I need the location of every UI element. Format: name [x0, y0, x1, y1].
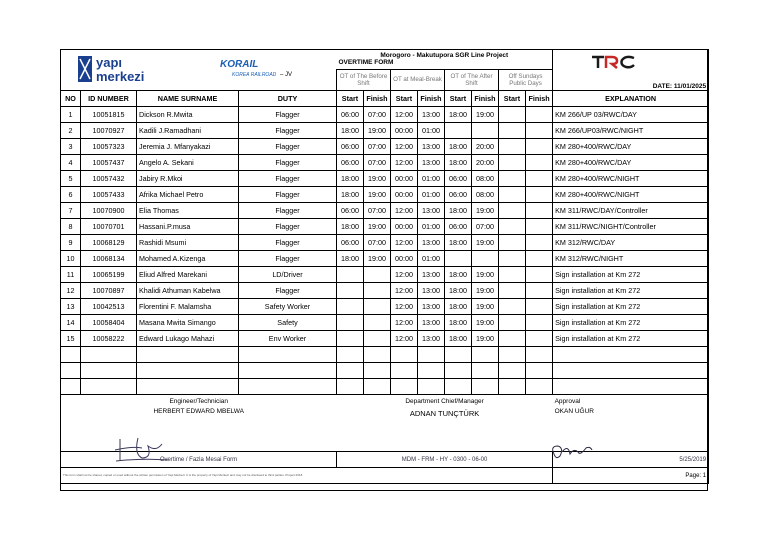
row-explanation: KM 280+400/RWC/DAY	[553, 155, 709, 171]
table-row	[61, 251, 709, 267]
row-meal-finish: 13:00	[418, 331, 445, 347]
row-before-finish: 19:00	[364, 251, 391, 267]
row-no: 1	[61, 107, 81, 123]
row-no: 7	[61, 203, 81, 219]
row-explanation: KM 266/UP03/RWC/NIGHT	[553, 123, 709, 139]
row-explanation: KM 266/UP 03/RWC/DAY	[553, 107, 709, 123]
row-duty: Flagger	[239, 219, 337, 235]
row-meal-finish: 01:00	[418, 123, 445, 139]
row-name: Eliud Alfred Marekani	[137, 267, 239, 283]
row-after-start: 18:00	[445, 299, 472, 315]
row-meal-start: 12:00	[391, 139, 418, 155]
row-meal-finish: 13:00	[418, 107, 445, 123]
row-after-finish: 20:00	[472, 139, 499, 155]
row-explanation: KM 311/RWC/NIGHT/Controller	[553, 219, 709, 235]
row-meal-start: 12:00	[391, 107, 418, 123]
row-before-start: 06:00	[337, 139, 364, 155]
row-id: 10057432	[81, 171, 137, 187]
chief-sign-cell	[337, 395, 553, 452]
col-start: Start	[337, 91, 364, 107]
row-before-start: 18:00	[337, 251, 364, 267]
row-no: 12	[61, 283, 81, 299]
row-sunday-start	[499, 155, 526, 171]
row-id: 10057437	[81, 155, 137, 171]
col-finish: Finish	[526, 91, 553, 107]
row-meal-start: 12:00	[391, 315, 418, 331]
row-sunday-finish	[526, 219, 553, 235]
col-duty: DUTY	[239, 91, 337, 107]
row-duty: Flagger	[239, 283, 337, 299]
row-meal-start: 00:00	[391, 219, 418, 235]
row-meal-finish: 01:00	[418, 219, 445, 235]
col-start: Start	[391, 91, 418, 107]
row-id: 10057323	[81, 139, 137, 155]
row-no: 2	[61, 123, 81, 139]
approval-title: Approval	[554, 398, 581, 405]
row-before-finish: 07:00	[364, 139, 391, 155]
row-duty: Flagger	[239, 123, 337, 139]
engineer-name: HERBERT EDWARD MBELWA	[153, 408, 245, 415]
table-row	[61, 203, 709, 219]
row-before-start	[337, 331, 364, 347]
row-after-start: 18:00	[445, 283, 472, 299]
row-sunday-start	[499, 187, 526, 203]
row-after-start: 18:00	[445, 315, 472, 331]
row-name: Mohamed A.Kizenga	[137, 251, 239, 267]
row-after-start: 18:00	[445, 235, 472, 251]
col-start: Start	[499, 91, 526, 107]
footer-date: 5/25/2019	[553, 452, 709, 468]
row-sunday-start	[499, 139, 526, 155]
row-id: 10058222	[81, 331, 137, 347]
table-row	[61, 171, 709, 187]
row-after-start: 18:00	[445, 139, 472, 155]
col-id: ID NUMBER	[81, 91, 137, 107]
row-id: 10070900	[81, 203, 137, 219]
row-duty: Flagger	[239, 139, 337, 155]
row-after-finish: 19:00	[472, 267, 499, 283]
row-duty: Safety Worker	[239, 299, 337, 315]
date-label: DATE:	[652, 83, 673, 90]
row-sunday-start	[499, 283, 526, 299]
row-meal-start: 12:00	[391, 203, 418, 219]
row-explanation: KM 312/RWC/DAY	[553, 235, 709, 251]
row-sunday-start	[499, 235, 526, 251]
row-meal-finish: 13:00	[418, 155, 445, 171]
table-row	[61, 123, 709, 139]
row-explanation: KM 280+400/RWC/DAY	[553, 139, 709, 155]
row-after-start: 06:00	[445, 219, 472, 235]
row-after-finish: 19:00	[472, 107, 499, 123]
overtime-table	[60, 49, 709, 484]
row-before-finish	[364, 331, 391, 347]
row-id: 10057433	[81, 187, 137, 203]
row-sunday-start	[499, 315, 526, 331]
row-before-start	[337, 315, 364, 331]
row-name: Jeremia J. Mfanyakazi	[137, 139, 239, 155]
row-meal-start: 12:00	[391, 235, 418, 251]
table-row	[61, 331, 709, 347]
row-duty: Flagger	[239, 107, 337, 123]
row-after-finish: 08:00	[472, 187, 499, 203]
row-sunday-finish	[526, 123, 553, 139]
row-after-start	[445, 123, 472, 139]
row-duty: Flagger	[239, 235, 337, 251]
footer-form-name: Overtime / Fazla Mesai Form	[61, 452, 337, 468]
table-row	[61, 315, 709, 331]
row-before-finish: 07:00	[364, 203, 391, 219]
row-explanation: KM 312/RWC/NIGHT	[553, 251, 709, 267]
row-before-start: 18:00	[337, 123, 364, 139]
row-meal-start: 12:00	[391, 331, 418, 347]
row-no: 14	[61, 315, 81, 331]
date-value: 11/01/2025	[673, 83, 707, 90]
row-sunday-start	[499, 219, 526, 235]
row-meal-start: 00:00	[391, 171, 418, 187]
row-before-finish	[364, 267, 391, 283]
footer-doc-code: MDM - FRM - HY - 0300 - 06-00	[337, 452, 553, 468]
row-before-start: 06:00	[337, 155, 364, 171]
row-explanation: Sign installation at Km 272	[553, 331, 709, 347]
row-no: 15	[61, 331, 81, 347]
row-before-start: 06:00	[337, 235, 364, 251]
approval-name: OKAN UĞUR	[554, 408, 594, 415]
row-id: 10068129	[81, 235, 137, 251]
row-sunday-start	[499, 299, 526, 315]
yapi-merkezi-logo	[78, 53, 158, 85]
korail-logo	[220, 56, 300, 80]
row-after-finish: 19:00	[472, 299, 499, 315]
row-meal-finish: 13:00	[418, 235, 445, 251]
chief-name: ADNAN TUNÇTÜRK	[409, 409, 480, 418]
row-meal-finish: 13:00	[418, 283, 445, 299]
row-sunday-start	[499, 123, 526, 139]
row-no: 8	[61, 219, 81, 235]
row-sunday-finish	[526, 155, 553, 171]
row-name: Afrika Michael Petro	[137, 187, 239, 203]
row-after-start: 18:00	[445, 203, 472, 219]
engineer-sign-cell	[61, 395, 337, 452]
row-explanation: Sign installation at Km 272	[553, 299, 709, 315]
approval-signature	[548, 440, 594, 464]
ot-before-header: OT of The Before Shift	[337, 69, 391, 90]
row-meal-start: 12:00	[391, 267, 418, 283]
chief-title: Department Chief/Manager	[405, 398, 484, 405]
row-name: Angelo A. Sekani	[137, 155, 239, 171]
row-id: 10068134	[81, 251, 137, 267]
row-explanation: Sign installation at Km 272	[553, 267, 709, 283]
row-after-start: 18:00	[445, 107, 472, 123]
yapi-logo-text-2: merkezi	[96, 69, 145, 84]
row-sunday-finish	[526, 171, 553, 187]
row-id: 10065199	[81, 267, 137, 283]
yapi-logo-text-1: yapı	[96, 55, 123, 70]
table-row	[61, 155, 709, 171]
row-name: Rashidi Msumi	[137, 235, 239, 251]
form-title: OVERTIME FORM	[338, 59, 394, 67]
row-no: 5	[61, 171, 81, 187]
row-explanation: KM 280+400/RWC/NIGHT	[553, 187, 709, 203]
row-before-start	[337, 283, 364, 299]
row-after-finish: 19:00	[472, 203, 499, 219]
row-after-start: 06:00	[445, 171, 472, 187]
row-sunday-finish	[526, 235, 553, 251]
row-sunday-start	[499, 331, 526, 347]
row-sunday-finish	[526, 187, 553, 203]
table-row	[61, 107, 709, 123]
korail-logo-text: KORAIL	[220, 59, 259, 70]
row-before-finish: 19:00	[364, 187, 391, 203]
row-after-start: 18:00	[445, 267, 472, 283]
row-after-finish	[472, 251, 499, 267]
row-after-finish: 19:00	[472, 235, 499, 251]
project-title: Morogoro - Makutupora SGR Line Project	[380, 52, 509, 60]
row-meal-finish: 01:00	[418, 187, 445, 203]
row-sunday-finish	[526, 139, 553, 155]
row-meal-finish: 01:00	[418, 251, 445, 267]
row-meal-finish: 13:00	[418, 299, 445, 315]
row-meal-finish: 01:00	[418, 171, 445, 187]
table-row	[61, 187, 709, 203]
trc-logo-icon	[590, 54, 638, 70]
col-name: NAME SURNAME	[137, 91, 239, 107]
row-sunday-start	[499, 203, 526, 219]
row-sunday-finish	[526, 299, 553, 315]
row-meal-start: 00:00	[391, 123, 418, 139]
row-after-finish: 19:00	[472, 315, 499, 331]
row-after-start: 18:00	[445, 331, 472, 347]
row-id: 10070927	[81, 123, 137, 139]
row-duty: Flagger	[239, 171, 337, 187]
row-name: Masana Mwita Simango	[137, 315, 239, 331]
row-after-start: 06:00	[445, 187, 472, 203]
row-duty: LD/Driver	[239, 267, 337, 283]
row-id: 10070701	[81, 219, 137, 235]
row-before-finish: 19:00	[364, 219, 391, 235]
row-before-start: 06:00	[337, 107, 364, 123]
row-explanation: Sign installation at Km 272	[553, 315, 709, 331]
row-name: Florentini F. Malamsha	[137, 299, 239, 315]
row-before-finish: 19:00	[364, 123, 391, 139]
korail-logo-jv: – JV	[280, 72, 293, 78]
row-no: 4	[61, 155, 81, 171]
row-before-start: 18:00	[337, 171, 364, 187]
table-row	[61, 235, 709, 251]
engineer-signature	[112, 434, 170, 464]
row-meal-start: 00:00	[391, 251, 418, 267]
row-before-start: 18:00	[337, 187, 364, 203]
row-after-start	[445, 251, 472, 267]
row-sunday-start	[499, 171, 526, 187]
row-duty: Safety	[239, 315, 337, 331]
row-before-finish: 07:00	[364, 155, 391, 171]
row-after-start: 18:00	[445, 155, 472, 171]
table-row	[61, 139, 709, 155]
row-meal-finish: 13:00	[418, 203, 445, 219]
row-duty: Flagger	[239, 203, 337, 219]
row-duty: Flagger	[239, 251, 337, 267]
row-id: 10058404	[81, 315, 137, 331]
row-meal-start: 12:00	[391, 283, 418, 299]
row-name: Elia Thomas	[137, 203, 239, 219]
row-before-finish	[364, 283, 391, 299]
row-meal-start: 00:00	[391, 187, 418, 203]
row-before-start: 18:00	[337, 219, 364, 235]
row-sunday-finish	[526, 267, 553, 283]
row-sunday-finish	[526, 283, 553, 299]
row-after-finish: 07:00	[472, 219, 499, 235]
yapi-logo-icon	[78, 53, 158, 85]
row-name: Jabiry R.Mkoi	[137, 171, 239, 187]
footer-page: Page: 1	[553, 468, 709, 484]
row-id: 10051815	[81, 107, 137, 123]
row-explanation: Sign installation at Km 272	[553, 283, 709, 299]
col-finish: Finish	[364, 91, 391, 107]
row-before-finish: 19:00	[364, 171, 391, 187]
row-after-finish: 20:00	[472, 155, 499, 171]
row-before-start: 06:00	[337, 203, 364, 219]
row-no: 13	[61, 299, 81, 315]
table-row	[61, 219, 709, 235]
row-no: 3	[61, 139, 81, 155]
ot-meal-header: OT at Meal-Break	[391, 69, 445, 90]
row-sunday-finish	[526, 107, 553, 123]
row-no: 10	[61, 251, 81, 267]
column-header-row	[61, 91, 709, 107]
engineer-title: Engineer/Technician	[169, 398, 229, 405]
off-sundays-header: Off Sundays Public Days	[499, 69, 553, 90]
trc-logo	[590, 54, 638, 70]
row-after-finish	[472, 123, 499, 139]
row-before-finish: 07:00	[364, 107, 391, 123]
row-before-start	[337, 299, 364, 315]
col-finish: Finish	[418, 91, 445, 107]
row-sunday-start	[499, 267, 526, 283]
row-duty: Flagger	[239, 187, 337, 203]
row-before-finish	[364, 315, 391, 331]
row-after-finish: 19:00	[472, 331, 499, 347]
col-start: Start	[445, 91, 472, 107]
row-explanation: KM 311/RWC/DAY/Controller	[553, 203, 709, 219]
row-name: Hassani.P.musa	[137, 219, 239, 235]
row-id: 10070897	[81, 283, 137, 299]
row-sunday-start	[499, 251, 526, 267]
row-duty: Env Worker	[239, 331, 337, 347]
row-no: 11	[61, 267, 81, 283]
table-row	[61, 267, 709, 283]
row-explanation: KM 280+400/RWC/NIGHT	[553, 171, 709, 187]
row-no: 9	[61, 235, 81, 251]
row-after-finish: 19:00	[472, 283, 499, 299]
row-before-finish	[364, 299, 391, 315]
row-sunday-finish	[526, 251, 553, 267]
row-no: 6	[61, 187, 81, 203]
row-name: Khalidi Athuman Kabelwa	[137, 283, 239, 299]
ot-after-header: OT of The After Shift	[445, 69, 499, 90]
row-meal-finish: 13:00	[418, 315, 445, 331]
row-id: 10042513	[81, 299, 137, 315]
table-row	[61, 299, 709, 315]
table-row	[61, 283, 709, 299]
col-explanation: EXPLANATION	[553, 91, 709, 107]
form-title-cell	[337, 50, 553, 70]
row-sunday-finish	[526, 315, 553, 331]
row-before-start	[337, 267, 364, 283]
row-meal-start: 12:00	[391, 155, 418, 171]
row-before-finish: 07:00	[364, 235, 391, 251]
row-name: Kadili J.Ramadhani	[137, 123, 239, 139]
row-sunday-start	[499, 107, 526, 123]
row-name: Edward Lukago Mahazi	[137, 331, 239, 347]
row-meal-start: 12:00	[391, 299, 418, 315]
footer-notice: This form shall not be shared, copied or used without the written permission of Yapi Merkezi. It is the property of Yapi Merkezi and may not be disclosed to third parties. Project 2018	[61, 468, 553, 484]
row-sunday-finish	[526, 331, 553, 347]
row-after-finish: 08:00	[472, 171, 499, 187]
korail-logo-icon	[220, 56, 300, 80]
col-finish: Finish	[472, 91, 499, 107]
row-sunday-finish	[526, 203, 553, 219]
row-name: Dickson R.Mwita	[137, 107, 239, 123]
row-meal-finish: 13:00	[418, 267, 445, 283]
korail-logo-sub: KOREA RAILROAD	[232, 72, 277, 78]
col-no: NO	[61, 91, 81, 107]
row-meal-finish: 13:00	[418, 139, 445, 155]
row-duty: Flagger	[239, 155, 337, 171]
